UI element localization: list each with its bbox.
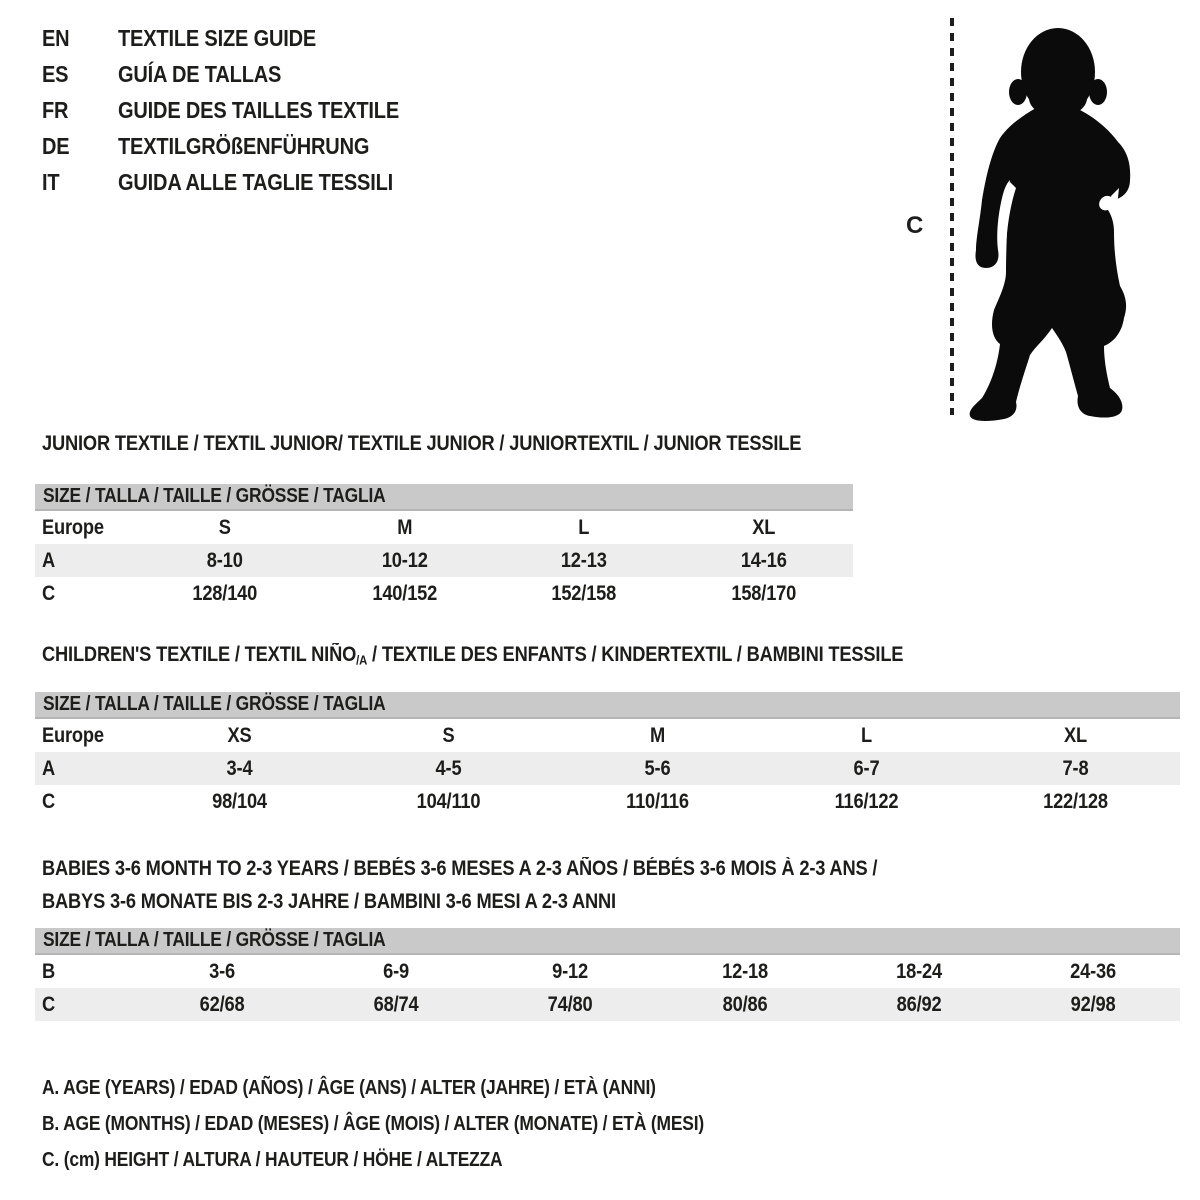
size-col-header: XS [227,724,252,747]
row-label: C [42,790,56,813]
row-label: A [42,549,56,572]
language-row [42,56,441,92]
babies-title-line2: BABYS 3-6 MONATE BIS 2-3 JAHRE / BAMBINI 3-6 MESI A 2-3 ANNI [42,890,616,913]
children-title-text: CHILDREN'S TEXTILE / TEXTIL $NIÑO_{/A}$ / TEXTILE DES ENFANTS / KINDERTEXTIL / BAMBINI TESSILE [42,643,904,668]
size-col-header: S [442,724,455,747]
row-label: A [42,757,56,780]
row-label: C [42,993,56,1016]
height-cm-row [35,785,1180,818]
language-row [42,128,441,164]
size-columns-row [35,719,1180,752]
table-cell: 80/86 [722,993,768,1016]
table-cell: 122/128 [1043,790,1108,813]
children-size-table [35,692,1180,818]
table-cell: 5-6 [644,757,671,780]
nino-a-subscript: /A [356,652,368,668]
language-title: TEXTILE SIZE GUIDE [118,25,317,51]
table-cell: 3-6 [209,960,236,983]
size-header-label: SIZE / TALLA / TAILLE / GRÖSSE / TAGLIA [43,693,386,715]
row-label: B [42,960,56,983]
language-row [42,92,441,128]
size-header-label: SIZE / TALLA / TAILLE / GRÖSSE / TAGLIA [43,485,386,507]
table-cell: 12-18 [721,960,768,983]
junior-size-table [35,484,853,610]
junior-section-title [42,432,915,456]
size-col-header: XL [751,516,775,539]
junior-title-text: JUNIOR TEXTILE / TEXTIL JUNIOR/ TEXTILE JUNIOR / JUNIORTEXTIL / JUNIOR TESSILE [42,432,802,455]
table-cell: 7-8 [1062,757,1089,780]
table-cell: 98/104 [212,790,267,813]
table-cell: 74/80 [547,993,593,1016]
size-header-label: SIZE / TALLA / TAILLE / GRÖSSE / TAGLIA [43,929,386,951]
table-cell: 104/110 [416,790,481,813]
table-cell: 10-12 [381,549,428,572]
size-header-bar [35,928,1180,955]
table-cell: 128/140 [192,582,258,605]
size-header-bar [35,692,1180,719]
table-cell: 8-10 [206,549,243,572]
age-months-row [35,955,1180,988]
legend-line-age-years: A. AGE (YEARS) / EDAD (AÑOS) / ÂGE (ANS) / ALTER (JAHRE) / ETÀ (ANNI) [42,1077,656,1099]
age-years-row [35,752,1180,785]
language-row [42,164,441,200]
table-cell: 86/92 [896,993,942,1016]
size-col-header: M [649,724,666,747]
legend [42,1070,803,1178]
row-label: C [42,582,56,605]
table-cell: 140/152 [371,582,437,605]
language-code: ES [42,61,69,87]
age-years-row [35,544,853,577]
table-cell: 158/170 [730,582,796,605]
table-cell: 92/98 [1070,993,1116,1016]
size-col-header: S [218,516,231,539]
language-title: GUÍA DE TALLAS [118,61,282,87]
row-label: Europe [42,724,104,747]
table-cell: 152/158 [551,582,617,605]
table-cell: 62/68 [199,993,245,1016]
babies-title-line1: BABIES 3-6 MONTH TO 2-3 YEARS / BEBÉS 3-6 MESES A 2-3 AÑOS / BÉBÉS 3-6 MOIS À 2-3 ANS / [42,857,878,880]
table-cell: 24-36 [1070,960,1116,983]
language-row [42,20,441,56]
language-code: EN [42,25,70,51]
height-cm-row [35,577,853,610]
table-cell: 12-13 [560,549,607,572]
size-header-bar [35,484,853,511]
table-cell: 9-12 [552,960,589,983]
language-title: GUIDA ALLE TAGLIE TESSILI [118,169,394,195]
babies-section-title [42,852,1002,918]
size-columns-row [35,511,853,544]
table-cell: 6-9 [383,960,410,983]
toddler-silhouette [930,10,1160,424]
legend-line-age-months: B. AGE (MONTHS) / EDAD (MESES) / ÂGE (MOIS) / ALTER (MONATE) / ETÀ (MESI) [42,1113,705,1135]
size-col-header: L [860,724,872,747]
table-cell: 116/122 [834,790,899,813]
table-cell: 14-16 [740,549,787,572]
language-title: TEXTILGRÖßENFÜHRUNG [118,133,370,159]
table-cell: 6-7 [853,757,880,780]
table-cell: 3-4 [226,757,253,780]
babies-size-table [35,928,1180,1021]
table-cell: 68/74 [373,993,419,1016]
table-cell: 110/116 [626,790,689,813]
children-section-title [42,643,1032,673]
table-cell: 18-24 [895,960,942,983]
height-marker-label: C [906,212,924,239]
language-code: FR [42,97,69,123]
language-title: GUIDE DES TAILLES TEXTILE [118,97,400,123]
legend-line-height-cm: C. (cm) HEIGHT / ALTURA / HAUTEUR / HÖHE / ALTEZZA [42,1149,503,1171]
language-title-list [42,20,441,200]
height-cm-row [35,988,1180,1021]
size-col-header: M [396,516,412,539]
language-code: IT [42,169,60,195]
language-code: DE [42,133,70,159]
row-label: Europe [42,516,104,539]
size-col-header: L [578,516,590,539]
table-cell: 4-5 [435,757,462,780]
size-col-header: XL [1063,724,1088,747]
